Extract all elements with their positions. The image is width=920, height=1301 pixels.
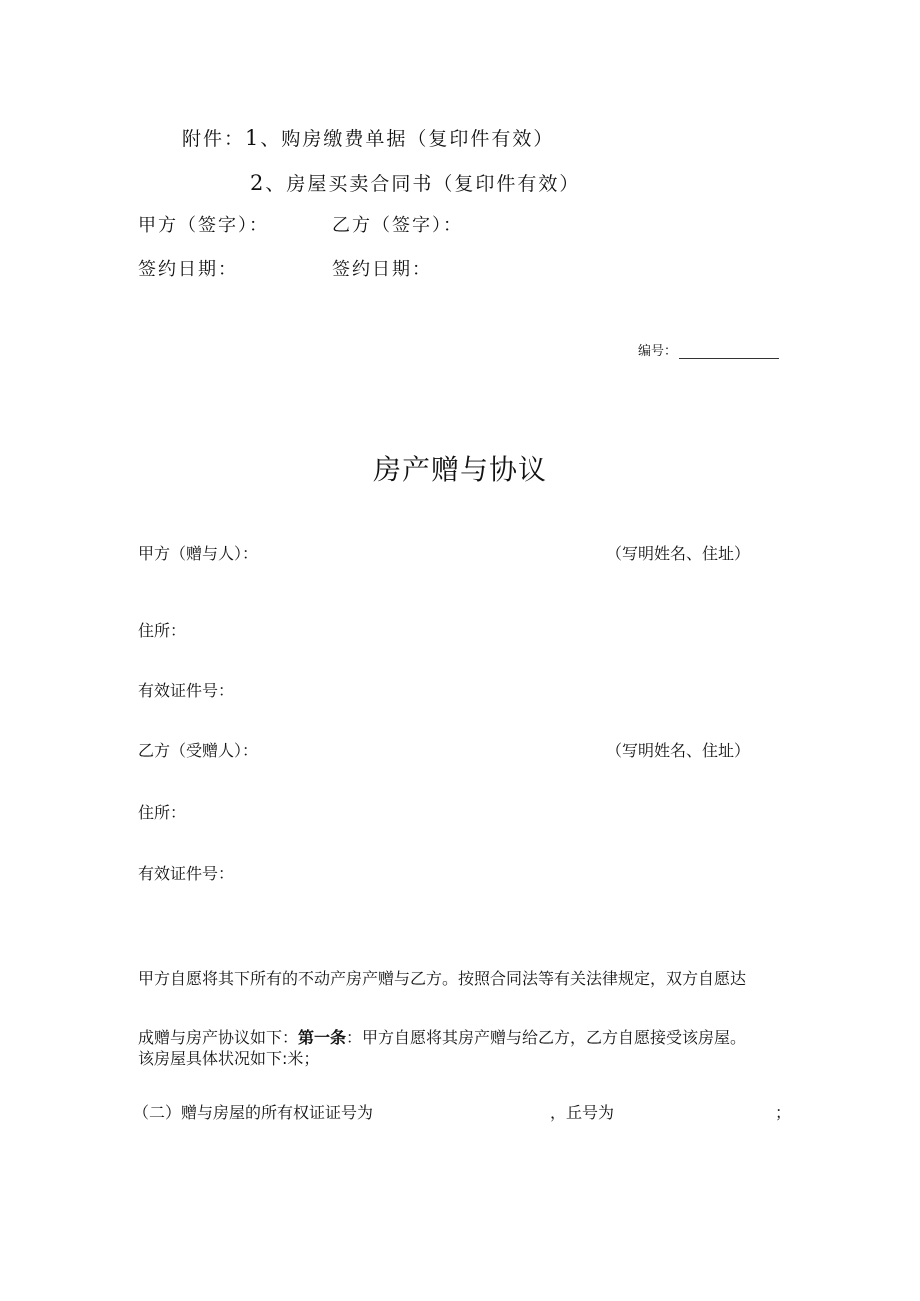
party-b-signature-label: 乙方（签字）： (332, 215, 463, 236)
party-a-signature-label: 甲方（签字）： (138, 215, 269, 236)
party-a-hint: （写明姓名、住址） (606, 544, 751, 563)
item-2-end: ； (775, 1103, 792, 1122)
document-title: 房产赠与协议 (372, 453, 547, 486)
party-a-date-label: 签约日期： (138, 259, 238, 280)
attachment-1-text: 、购房缴费单据（复印件有效） (260, 128, 555, 150)
party-a-residence-label: 住所： (138, 621, 187, 640)
document-number-blank[interactable] (679, 344, 779, 359)
attachment-2-number: 2 (250, 171, 266, 195)
article-1-label: 第一条 (298, 1028, 347, 1047)
agreement-paragraph-3: 该房屋具体状况如下:米； (138, 1049, 320, 1068)
attachment-2-text: 、房屋买卖合同书（复印件有效） (265, 173, 581, 195)
item-2-lot-number-label: ，丘号为 (550, 1103, 615, 1122)
agreement-paragraph-2 (138, 1025, 746, 1048)
paragraph-2-start: 成赠与房产协议如下： (138, 1028, 299, 1047)
attachments-prefix: 附件： (182, 128, 246, 150)
paragraph-2-rest: ：甲方自愿将其房产赠与给乙方，乙方自愿接受该房屋。 (346, 1028, 747, 1047)
document-number-label: 编号： (638, 344, 678, 359)
attachments-line-1 (182, 124, 554, 151)
document-number (638, 340, 779, 359)
agreement-paragraph-1: 甲方自愿将其下所有的不动产房产赠与乙方。按照合同法等有关法律规定，双方自愿达 (138, 969, 747, 988)
party-a-id-label: 有效证件号： (138, 681, 235, 700)
item-2-certificate-prefix: （二）赠与房屋的所有权证证号为 (133, 1103, 374, 1122)
attachments-line-2 (250, 169, 580, 196)
party-b-hint: （写明姓名、住址） (606, 741, 751, 760)
attachment-1-number: 1 (245, 126, 261, 150)
party-b-date-label: 签约日期： (332, 259, 432, 280)
party-b-label: 乙方（受赠人）： (138, 741, 259, 760)
party-b-id-label: 有效证件号： (138, 864, 235, 883)
party-a-label: 甲方（赠与人）： (138, 544, 259, 563)
party-b-residence-label: 住所： (138, 803, 187, 822)
